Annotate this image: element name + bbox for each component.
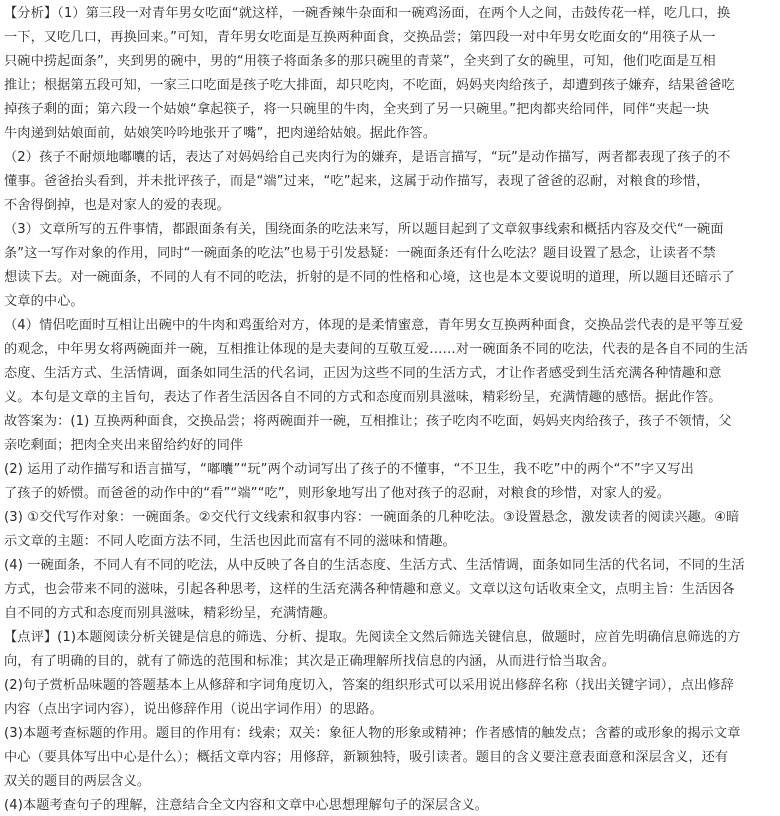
text-line: 方式，也会带来不同的滋味，引起各种思考，这样的生活充满各种情趣和意义。文章以这句话收束全文，点明主旨：生活因各 xyxy=(4,582,735,597)
text-line: 向，有了明确的目的，就有了筛选的范围和标准；其次是正确理解所找信息的内涵，从而进行恰当取舍。 xyxy=(4,654,616,669)
text-line: (3)本题考查标题的作用。题目的作用有：线索；双关：象征人物的形象或精神；作者感情的触发点；含蓄的或形象的揭示文章 xyxy=(4,726,741,741)
text-line: 自不同的方式和态度而别具滋味，精彩纷呈，充满情趣。 xyxy=(4,606,337,621)
text-line: 故答案为：(1) 互换两种面食，交换品尝；将两碗面并一碗，互相推让；孩子吃肉不吃面，妈妈夹肉给孩子，孩子不领情，父 xyxy=(4,414,732,429)
text-line: 只碗中捞起面条”，夹到男的碗中，男的“用筷子将面条多的那只碗里的青菜”，全夹到了女的碗里，可知，他们吃面是互相 xyxy=(4,54,716,69)
text-line: （2）孩子不耐烦地嘟囔的话，表达了对妈妈给自己夹肉行为的嫌弃，是语言描写，“玩”是动作描写，两者都表现了孩子的不 xyxy=(4,150,731,165)
text-line: 【分析】（1）第三段一对青年男女吃面“就这样，一碗香辣牛杂面和一碗鸡汤面，在两个人之间，击鼓传花一样，吃几口，换 xyxy=(4,6,731,21)
text-line: (4)本题考查句子的理解，注意结合全文内容和文章中心思想理解句子的深层含义。 xyxy=(4,798,489,813)
text-line: （3）文章所写的五件事情，都跟面条有关，围绕面条的吃法来写，所以题目起到了文章叙事线索和概括内容及交代“一碗面 xyxy=(4,222,724,237)
text-line: （4）情侣吃面时互相让出碗中的牛肉和鸡蛋给对方，体现的是柔情蜜意，青年男女互换两种面食，交换品尝代表的是平等互爱 xyxy=(4,318,744,333)
text-line: (2)句子赏析品味题的答题基本上从修辞和字词角度切入，答案的组织形式可以采用说出修辞名称（找出关键字词），点出修辞 xyxy=(4,678,734,693)
text-line: (2) 运用了动作描写和语言描写，“嘟囔”“玩”两个动词写出了孩子的不懂事，“不卫生，我不吃”中的两个“不”字又写出 xyxy=(4,462,694,477)
text-line: 义。本句是文章的主旨句，表达了作者生活因各自不同的方式和态度而别具滋味，精彩纷呈，充满情趣的感悟。据此作答。 xyxy=(4,390,722,405)
text-line: 双关的题目的两层含义。 xyxy=(4,774,151,789)
text-line: 【点评】(1)本题阅读分析关键是信息的筛选、分析、提取。先阅读全文然后筛选关键信息，做题时，应首先明确信息筛选的方 xyxy=(4,630,741,645)
text-line: 牛肉递到姑娘面前，姑娘笑吟吟地张开了嘴”，把肉递给姑娘。据此作答。 xyxy=(4,126,437,141)
text-line: 亲吃剩面；把肉全夹出来留给约好的同伴 xyxy=(4,438,244,453)
text-line: 态度、生活方式、生活情调，面条如同生活的代名词，正因为这些不同的生活方式，才让作者感受到生活充满各种情趣和意 xyxy=(4,366,722,381)
text-line: 懂事。爸爸抬头看到，并未批评孩子，而是“端”过来，“吃”起来，这属于动作描写，表现了爸爸的忍耐，对粮食的珍惜， xyxy=(4,174,710,189)
text-line: 掉孩子剩的面；第六段一个姑娘“拿起筷子，将一只碗里的牛肉，全夹到了另一只碗里。”把肉都夹给同伴，同伴“夹起一块 xyxy=(4,102,710,117)
text-line: (3) ①交代写作对象：一碗面条。②交代行文线索和叙事内容：一碗面条的几种吃法。③设置悬念，激发读者的阅读兴趣。④暗 xyxy=(4,510,740,525)
text-line: (4) 一碗面条，不同人有不同的吃法，从中反映了各自的生活态度、生活方式、生活情调，面条如同生活的代名词，不同的生活 xyxy=(4,558,745,573)
text-line: 不舍得倒掉，也是对家人的爱的表现。 xyxy=(4,198,230,213)
text-line: 推让；根据第五段可知，一家三口吃面是孩子吃大排面，却只吃肉，不吃面，妈妈夹肉给孩子，却遭到孩子嫌弃，结果爸爸吃 xyxy=(4,78,735,93)
text-line: 一下，又吃几口，再换回来。”可知，青年男女吃面是互换两种面食，交换品尝；第四段一对中年男女吃面女的“用筷子从一 xyxy=(4,30,716,45)
text-line: 了孩子的娇惯。而爸爸的动作中的“看”“端”“吃”，则形象地写出了他对孩子的忍耐，对粮食的珍惜，对家人的爱。 xyxy=(4,486,671,501)
text-line: 想读下去。对一碗面条，不同的人有不同的吃法，折射的是不同的性格和心境，这也是本文要说明的道理，所以题目还暗示了 xyxy=(4,270,735,285)
text-line: 内容（点出字词内容），说出修辞作用（说出字词作用）的思路。 xyxy=(4,702,383,717)
text-line: 文章的中心。 xyxy=(4,294,84,309)
text-line: 中心（要具体写出中心是什么）；概括文章内容；用修辞，新颖独特，吸引读者。题目的含义要注意表面意和深层含义，还有 xyxy=(4,750,729,765)
text-line: 示文章的主题：不同人吃面方法不同，生活也因此而富有不同的滋味和情趣。 xyxy=(4,534,456,549)
text-line: 条”这一写作对象的作用，同时“一碗面条的吃法”也易于引发悬疑：一碗面条还有什么吃法？题目设置了悬念，让读者不禁 xyxy=(4,246,716,261)
text-line: 的观念，中年男女将两碗面并一碗，互相推让体现的是夫妻间的互敬互爱……对一碗面条不同的吃法，代表的是各自不同的生活 xyxy=(4,342,749,357)
